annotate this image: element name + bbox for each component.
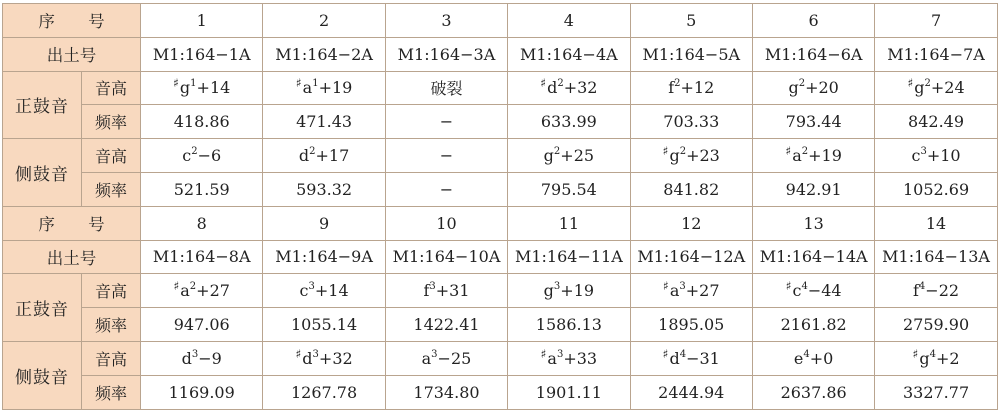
- octave-mark: 2: [924, 78, 931, 90]
- pitch-label: 音高: [82, 341, 141, 375]
- excavation-row-cell: M1:164−4A: [508, 37, 630, 71]
- excavation-row-cell: M1:164−3A: [385, 37, 507, 71]
- pitch-label: 音高: [82, 139, 141, 173]
- frequency-cell: 2759.90: [875, 308, 997, 342]
- sharp-sign: ♯: [785, 144, 792, 159]
- cent-offset: +20: [805, 78, 839, 98]
- pitch-cell: [385, 341, 507, 375]
- pitch-note: a: [547, 348, 557, 368]
- pitch-cell: [141, 274, 263, 308]
- cent-offset: +23: [686, 146, 720, 166]
- pitch-note: g: [543, 146, 554, 166]
- pitch-cell: [263, 274, 385, 308]
- front-tone-freq-row: [3, 105, 998, 139]
- side-tone-pitch-row: [3, 341, 998, 375]
- octave-mark: 4: [801, 280, 808, 292]
- octave-mark: 2: [679, 145, 687, 157]
- octave-mark: 2: [553, 145, 561, 157]
- octave-mark: 3: [312, 348, 319, 360]
- pitch-note: d: [181, 348, 192, 368]
- cent-offset: +12: [680, 78, 715, 98]
- table-body: [3, 4, 998, 410]
- pitch-cell: [875, 274, 997, 308]
- cent-offset: +19: [560, 281, 595, 301]
- octave-mark: 4: [803, 348, 810, 360]
- excavation-row-cell: M1:164−13A: [875, 240, 997, 274]
- octave-mark: 2: [798, 78, 806, 90]
- frequency-label: 频率: [82, 308, 141, 342]
- frequency-label: 频率: [82, 172, 141, 206]
- excavation-label: 出土号: [3, 37, 141, 71]
- frequency-cell: 521.59: [141, 172, 263, 206]
- frequency-cell: 633.99: [508, 105, 630, 139]
- pitch-cell: [508, 274, 630, 308]
- pitch-note: 破裂: [430, 79, 463, 99]
- cent-offset: +19: [808, 146, 842, 166]
- excavation-label: 出土号: [3, 240, 141, 274]
- pitch-note: g: [788, 78, 799, 98]
- cent-offset: −9: [198, 348, 222, 368]
- cent-offset: +31: [435, 281, 470, 301]
- excavation-row-cell: M1:164−7A: [875, 37, 997, 71]
- pitch-note: d: [302, 348, 313, 368]
- pitch-cell: [263, 139, 385, 173]
- frequency-cell: 1734.80: [385, 375, 507, 409]
- pitch-note: g: [919, 348, 930, 368]
- octave-mark: 2: [191, 145, 198, 157]
- frequency-cell: 418.86: [141, 105, 263, 139]
- pitch-note: d: [547, 78, 558, 98]
- sharp-sign: ♯: [295, 346, 302, 361]
- pitch-label: 音高: [82, 274, 141, 308]
- octave-mark: 3: [556, 348, 564, 360]
- frequency-cell: 471.43: [263, 105, 385, 139]
- sharp-sign: ♯: [662, 144, 669, 159]
- cent-offset: +32: [563, 78, 598, 98]
- side-tone-label: 侧鼓音: [3, 139, 82, 207]
- serial-row: [3, 206, 998, 240]
- octave-mark: 1: [190, 78, 197, 90]
- octave-mark: 4: [918, 280, 926, 292]
- octave-mark: 3: [920, 145, 927, 157]
- sharp-sign: ♯: [907, 76, 914, 91]
- pitch-cell: [385, 274, 507, 308]
- pitch-note: c: [911, 146, 921, 166]
- cent-offset: +17: [315, 146, 350, 166]
- serial-row-cell: 11: [508, 206, 630, 240]
- side-tone-pitch-row: [3, 139, 998, 173]
- serial-row-cell: 1: [141, 4, 263, 38]
- sharp-sign: ♯: [295, 76, 302, 91]
- frequency-cell: 795.54: [508, 172, 630, 206]
- front-tone-pitch-row: [3, 274, 998, 308]
- front-tone-pitch-row: [3, 71, 998, 105]
- pitch-note: f: [423, 281, 430, 301]
- frequency-cell: 2161.82: [752, 308, 874, 342]
- octave-mark: 2: [189, 280, 197, 292]
- octave-mark: 3: [308, 280, 315, 292]
- cent-offset: +10: [926, 146, 961, 166]
- serial-row-cell: 4: [508, 4, 630, 38]
- frequency-cell: 1901.11: [508, 375, 630, 409]
- frequency-cell: 841.82: [630, 172, 752, 206]
- frequency-cell: 942.91: [752, 172, 874, 206]
- frequency-cell: 2444.94: [630, 375, 752, 409]
- serial-row-cell: 12: [630, 206, 752, 240]
- excavation-row: [3, 240, 998, 274]
- cent-offset: +25: [560, 146, 595, 166]
- cent-offset: +27: [685, 281, 720, 301]
- octave-mark: 4: [929, 348, 936, 360]
- pitch-cell: [752, 274, 874, 308]
- pitch-label: 音高: [82, 71, 141, 105]
- pitch-note: a: [180, 281, 190, 301]
- frequency-cell: 1169.09: [141, 375, 263, 409]
- pitch-cell: [630, 139, 752, 173]
- pitch-note: g: [669, 146, 680, 166]
- frequency-label: 频率: [82, 375, 141, 409]
- serial-row-cell: 7: [875, 4, 997, 38]
- pitch-note: d: [669, 348, 680, 368]
- octave-mark: 3: [191, 348, 199, 360]
- excavation-row-cell: M1:164−12A: [630, 240, 752, 274]
- excavation-row-cell: M1:164−5A: [630, 37, 752, 71]
- pitch-note: e: [793, 348, 804, 368]
- cent-offset: −44: [807, 281, 842, 301]
- serial-row-cell: 3: [385, 4, 507, 38]
- excavation-row-cell: M1:164−10A: [385, 240, 507, 274]
- sharp-sign: ♯: [912, 346, 919, 361]
- serial-row-cell: 9: [263, 206, 385, 240]
- pitch-cell: [141, 139, 263, 173]
- excavation-row-cell: M1:164−11A: [508, 240, 630, 274]
- sharp-sign: ♯: [173, 76, 179, 91]
- pitch-cell: [141, 341, 263, 375]
- serial-row-cell: 10: [385, 206, 507, 240]
- cent-offset: +33: [563, 348, 598, 368]
- pitch-note: a: [302, 78, 313, 98]
- frequency-cell: 947.06: [141, 308, 263, 342]
- pitch-cell: [385, 139, 507, 173]
- octave-mark: 4: [679, 348, 687, 360]
- pitch-cell: [630, 274, 752, 308]
- cent-offset: +14: [314, 281, 349, 301]
- sharp-sign: ♯: [785, 279, 792, 294]
- frequency-cell: 593.32: [263, 172, 385, 206]
- frequency-cell: 1422.41: [385, 308, 507, 342]
- frequency-cell: 2637.86: [752, 375, 874, 409]
- excavation-row: [3, 37, 998, 71]
- pitch-cell: [385, 71, 507, 105]
- excavation-row-cell: M1:164−2A: [263, 37, 385, 71]
- pitch-cell: [752, 341, 874, 375]
- front-tone-freq-row: [3, 308, 998, 342]
- excavation-row-cell: M1:164−6A: [752, 37, 874, 71]
- serial-row-cell: 13: [752, 206, 874, 240]
- serial-row: [3, 4, 998, 38]
- pitch-cell: [508, 341, 630, 375]
- excavation-row-cell: M1:164−9A: [263, 240, 385, 274]
- serial-row-cell: 5: [630, 4, 752, 38]
- pitch-cell: [875, 139, 997, 173]
- pitch-cell: [263, 341, 385, 375]
- pitch-cell: [752, 139, 874, 173]
- frequency-cell: 1055.14: [263, 308, 385, 342]
- pitch-cell: [630, 71, 752, 105]
- cent-offset: −25: [437, 348, 472, 368]
- sharp-sign: ♯: [662, 346, 669, 361]
- pitch-cell: [875, 341, 997, 375]
- pitch-cell: [508, 71, 630, 105]
- cent-offset: −6: [197, 146, 222, 166]
- cent-offset: +24: [930, 78, 965, 98]
- cent-offset: +2: [935, 348, 960, 368]
- serial-row-cell: 8: [141, 206, 263, 240]
- pitch-note: f: [913, 281, 919, 301]
- pitch-cell: [263, 71, 385, 105]
- cent-offset: +32: [318, 348, 353, 368]
- pitch-note: a: [792, 146, 802, 166]
- frequency-cell: 703.33: [630, 105, 752, 139]
- pitch-cell: [752, 71, 874, 105]
- sharp-sign: ♯: [540, 346, 547, 361]
- frequency-cell: 1052.69: [875, 172, 997, 206]
- octave-mark: 3: [429, 280, 436, 292]
- pitch-frequency-table: [2, 3, 998, 410]
- octave-mark: 2: [309, 145, 316, 157]
- frequency-cell: 1895.05: [630, 308, 752, 342]
- serial-row-cell: 14: [875, 206, 997, 240]
- cent-offset: +27: [196, 281, 230, 301]
- excavation-row-cell: M1:164−1A: [141, 37, 263, 71]
- side-tone-freq-row: [3, 172, 998, 206]
- cent-offset: +19: [318, 78, 353, 98]
- sharp-sign: ♯: [540, 76, 547, 91]
- frequency-cell: 3327.77: [875, 375, 997, 409]
- cent-offset: −22: [925, 281, 960, 301]
- frequency-cell: 793.44: [752, 105, 874, 139]
- octave-mark: 2: [557, 78, 564, 90]
- pitch-cell: [141, 71, 263, 105]
- frequency-label: 频率: [82, 105, 141, 139]
- octave-mark: 1: [312, 78, 319, 90]
- cent-offset: +14: [196, 78, 231, 98]
- frequency-cell: −: [385, 172, 507, 206]
- frequency-cell: 842.49: [875, 105, 997, 139]
- octave-mark: 3: [431, 348, 438, 360]
- pitch-cell: [508, 139, 630, 173]
- side-tone-freq-row: [3, 375, 998, 409]
- pitch-note: a: [669, 281, 680, 301]
- pitch-note: g: [914, 78, 925, 98]
- side-tone-label: 侧鼓音: [3, 341, 82, 409]
- pitch-note: c: [792, 281, 802, 301]
- octave-mark: 3: [553, 280, 561, 292]
- frequency-cell: −: [385, 105, 507, 139]
- sharp-sign: ♯: [663, 279, 669, 294]
- frequency-cell: 1586.13: [508, 308, 630, 342]
- pitch-cell: [875, 71, 997, 105]
- excavation-row-cell: M1:164−14A: [752, 240, 874, 274]
- pitch-note: −: [439, 146, 454, 166]
- serial-label: 序 号: [3, 4, 141, 38]
- cent-offset: −31: [686, 348, 720, 368]
- pitch-frequency-table-container: [2, 3, 998, 410]
- pitch-cell: [630, 341, 752, 375]
- pitch-note: a: [421, 348, 432, 368]
- front-tone-label: 正鼓音: [3, 274, 82, 342]
- serial-row-cell: 2: [263, 4, 385, 38]
- sharp-sign: ♯: [173, 279, 180, 294]
- cent-offset: +0: [809, 348, 834, 368]
- frequency-cell: 1267.78: [263, 375, 385, 409]
- pitch-note: d: [298, 146, 310, 166]
- pitch-note: f: [668, 78, 675, 98]
- pitch-note: g: [543, 281, 554, 301]
- pitch-note: c: [299, 281, 309, 301]
- serial-row-cell: 6: [752, 4, 874, 38]
- octave-mark: 2: [674, 78, 681, 90]
- excavation-row-cell: M1:164−8A: [141, 240, 263, 274]
- octave-mark: 2: [801, 145, 809, 157]
- serial-label: 序 号: [3, 206, 141, 240]
- front-tone-label: 正鼓音: [3, 71, 82, 139]
- pitch-note: c: [182, 146, 192, 166]
- octave-mark: 3: [679, 280, 686, 292]
- pitch-note: g: [179, 78, 191, 98]
